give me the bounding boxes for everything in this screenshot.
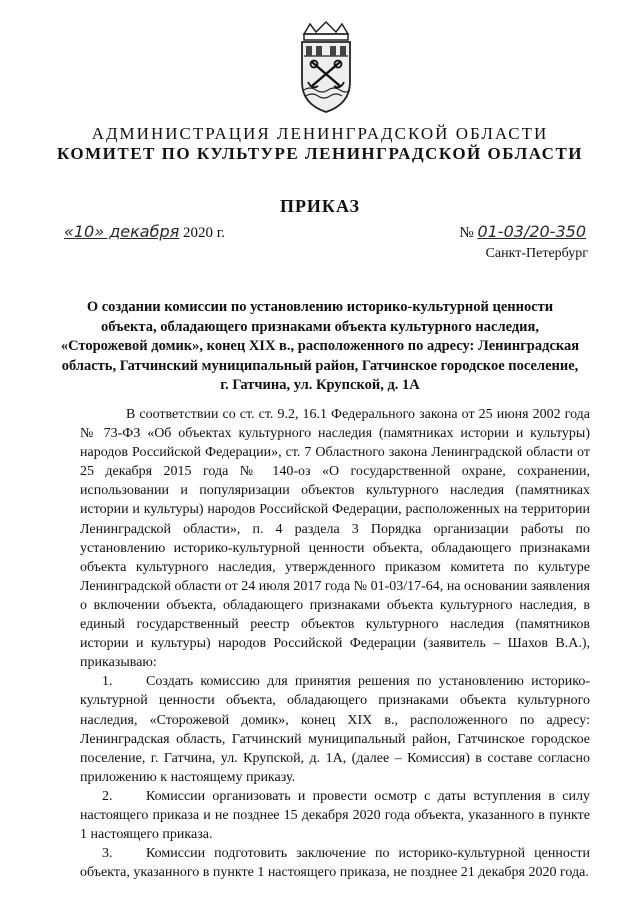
item-text: Создать комиссию для принятия решения по установлению историко-культурной ценности объекта, обладающего признаками объекта культурного наследия, «Сторожевой домик», конец XIX в., расположенного по адресу: Ленинградская область, Гатчинский муниципальный район, Гатчинское городское поселение, г. Гатчина, ул. Крупской, д. 1А, (далее – Комиссия) в составе согласно приложению к настоящему приказу. (80, 674, 590, 785)
item-text: Комиссии организовать и провести осмотр с даты вступления в силу настоящего приказа и не позднее 15 декабря 2020 года объекта, указанного в пункте 1 настоящего приказа. (80, 788, 590, 843)
order-heading: О создании комиссии по установлению историко-культурной ценности объекта, обладающего признаками объекта культурного наследия, «Сторожевой домик», конец XIX в., расположенного по адресу: Ленинградская область, Гатчинский муниципальный район, Гатчинское городское поселение, г. Гатчина, ул. Крупской, д. 1А (60, 299, 580, 393)
order-number (459, 222, 586, 242)
handwritten-date: «10» декабря (64, 222, 180, 241)
number-sign: № (459, 225, 474, 241)
item-number: 3. (102, 846, 113, 862)
preamble-paragraph: В соответствии со ст. ст. 9.2, 16.1 Федерального закона от 25 июня 2002 года № 73-ФЗ «Об объектах культурного наследия (памятниках истории и культуры) народов Российской Федерации», ст. 7 Областного закона Ленинградской области от 25 декабря 2015 года № 140-оз «О государственной охране, сохранении, использовании и популяризации объектов культурного наследия (памятниках истории и культуры) народов Российской Федерации, расположенных на территории Ленинградской области», п. 4 раздела 3 Порядка организации работы по установлению историко-культурной ценности объекта, обладающего признаками объекта культурного наследия, утвержденного приказом комитета по культуре Ленинградской области от 24 июля 2017 года № 01-03/17-64, на основании заявления о включении объекта, обладающего признаками объекта культурного наследия, в единый государственный реестр объектов культурного наследия (памятников истории и культуры) народов Российской Федерации (заявитель – Шахов В.А.), приказываю: (80, 407, 590, 671)
document-type-title: ПРИКАЗ (279, 196, 361, 216)
coat-of-arms-icon (294, 20, 358, 116)
organization-name: АДМИНИСТРАЦИЯ ЛЕНИНГРАДСКОЙ ОБЛАСТИ (91, 124, 549, 143)
order-date (64, 222, 225, 242)
handwritten-number: 01-03/20-350 (477, 222, 586, 241)
order-body (80, 405, 590, 882)
committee-name: КОМИТЕТ ПО КУЛЬТУРЕ ЛЕНИНГРАДСКОЙ ОБЛАСТИ (56, 144, 584, 163)
item-number: 2. (102, 788, 113, 804)
order-city: Санкт-Петербург (485, 246, 588, 261)
order-item (80, 787, 590, 844)
order-item (80, 844, 590, 882)
item-text: Комиссии подготовить заключение по историко-культурной ценности объекта, указанного в пункте 1 настоящего приказа, не позднее 21 декабря 2020 года. (80, 846, 590, 881)
order-item (80, 672, 590, 787)
order-year: 2020 г. (182, 225, 225, 241)
item-number: 1. (102, 674, 113, 690)
